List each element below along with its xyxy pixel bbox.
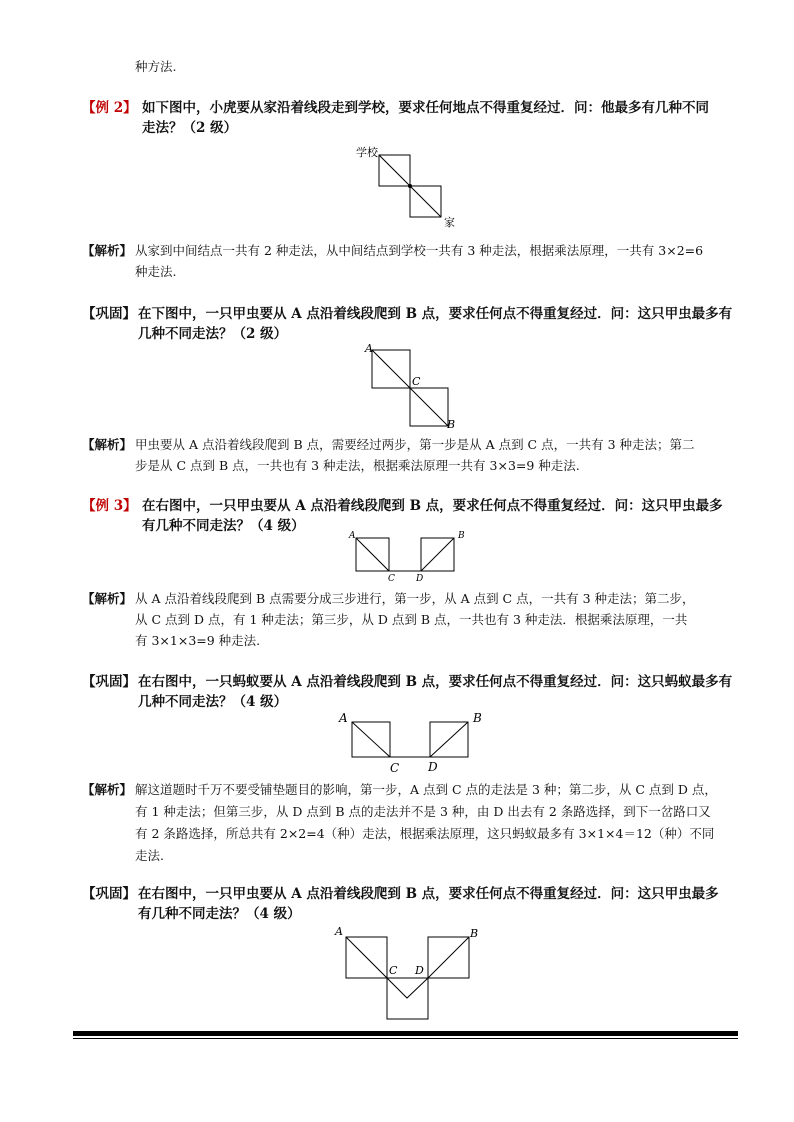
exercise-1-answer-line2: 步是从 C 点到 B 点，一共也有 3 种走法，根据乘法原理一共有 3×3=9 种走法. [135,458,580,473]
exercise-1-answer-line1: 甲虫要从 A 点沿着线段爬到 B 点，需要经过两步，第一步是从 A 点到 C 点，一共有 3 种走法；第二 [135,437,695,452]
point-a-label: A [349,531,356,541]
exercise-2-answer-line2: 有 1 种走法；但第三步，从 D 点到 B 点的走法并不是 3 种，由 D 出去有 2 条路选择，到下一岔路口又 [135,804,711,819]
point-a-label: A [365,342,373,355]
exercise-2-question-line2: 几种不同走法？（4 级） [138,694,288,710]
point-c-label: C [390,761,400,775]
example-3-question-line2: 有几种不同走法？（4 级） [142,518,305,534]
exercise-2-answer-line3: 有 2 条路选择，所总共有 2×2=4（种）走法，根据乘法原理，这只蚂蚁最多有 3×1×4＝12（种）不同 [135,826,715,841]
example-2-question-line2: 走法？（2 级） [142,120,238,136]
exercise-2-answer-line4: 走法. [135,848,164,863]
point-b-label: B [470,927,479,940]
footer-rule-thin [73,1038,738,1039]
exercise-2-tag: 【巩固】 [82,674,136,690]
exercise-3-question-line2: 有几种不同走法？（4 级） [138,906,301,922]
example-2-answer-line1: 从家到中间结点一共有 2 种走法，从中间结点到学校一共有 3 种走法，根据乘法原理，一共有 3×2=6 [135,243,704,258]
home-label: 家 [444,216,455,229]
exercise-1-question-line2: 几种不同走法？（2 级） [138,326,288,342]
point-a-label: A [339,711,348,725]
example-2-answer-tag: 【解析】 [82,243,133,258]
exercise-1-tag: 【巩固】 [82,306,136,322]
footer-rule-thick [73,1031,738,1036]
point-d-label: D [428,760,438,774]
exercise-2-answer-line1: 解这道题时千万不要受铺垫题目的影响，第一步，A 点到 C 点的走法是 3 种；第二步，从 C 点到 D 点， [135,782,717,797]
continued-text: 种方法. [135,59,177,74]
example-3-answer-tag: 【解析】 [82,591,133,606]
point-a-label: A [335,925,343,938]
exercise-2-question-line1: 在右图中，一只蚂蚁要从 A 点沿着线段爬到 B 点，要求任何点不得重复经过．问：这只蚂蚁最多有 [138,674,733,690]
point-c-label: C [388,574,395,584]
point-d-label: D [415,964,424,977]
example-3-answer-line3: 有 3×1×3=9 种走法. [135,633,261,648]
example-3-answer-line1: 从 A 点沿着线段爬到 B 点需要分成三步进行，第一步，从 A 点到 C 点，一共有 3 种走法；第二步， [135,591,695,606]
point-b-label: B [473,711,482,725]
exercise-1-question-line1: 在下图中，一只甲虫要从 A 点沿着线段爬到 B 点，要求任何点不得重复经过．问：这只甲虫最多有 [138,306,733,322]
example-3-question-line1: 在右图中，一只甲虫要从 A 点沿着线段爬到 B 点，要求任何点不得重复经过．问：这只甲虫最多 [142,498,723,514]
point-b-label: B [458,531,465,541]
point-d-label: D [416,574,424,584]
example-2-answer-line2: 种走法. [135,264,177,279]
exercise-3-tag: 【巩固】 [82,886,136,902]
exercise-3-question-line1: 在右图中，一只甲虫要从 A 点沿着线段爬到 B 点，要求任何点不得重复经过．问：这只甲虫最多 [138,886,719,902]
school-label: 学校 [356,146,378,159]
point-b-label: B [447,418,456,431]
example-3-tag: 【例 3】 [82,498,137,514]
example-2-question-line1: 如下图中，小虎要从家沿着线段走到学校，要求任何地点不得重复经过．问：他最多有几种不同 [142,100,709,116]
exercise-2-answer-tag: 【解析】 [82,782,133,797]
point-c-label: C [389,964,398,977]
example-3-answer-line2: 从 C 点到 D 点，有 1 种走法；第三步，从 D 点到 B 点，一共也有 3 种走法．根据乘法原理，一共 [135,612,688,627]
example-2-tag: 【例 2】 [82,100,137,116]
exercise-1-answer-tag: 【解析】 [82,437,133,452]
point-c-label: C [412,375,421,388]
